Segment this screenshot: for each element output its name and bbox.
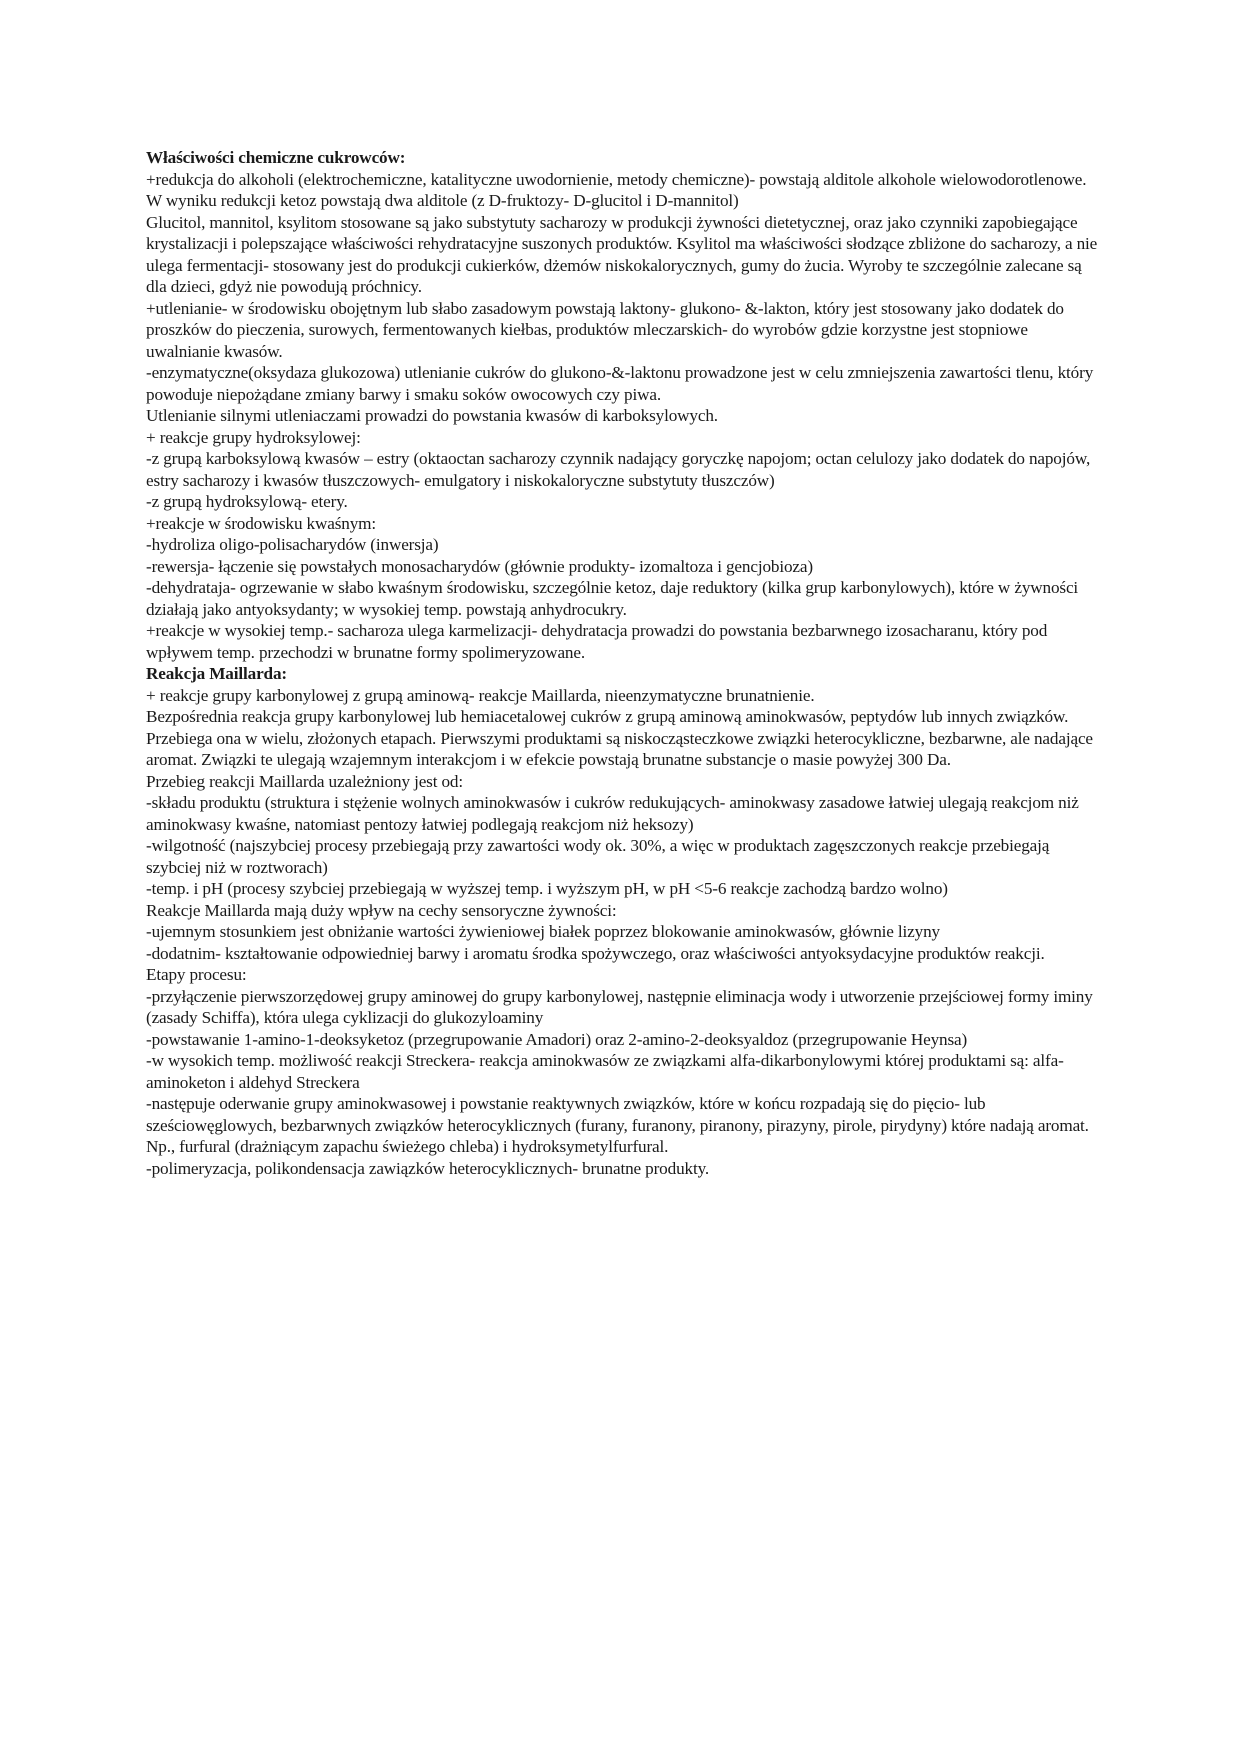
paragraph-hydroxyl-reactions: + reakcje grupy hydroksylowej: bbox=[146, 427, 361, 447]
paragraph-reversion: -rewersja- łączenie się powstałych monosacharydów (głównie produkty- izomaltoza i gencjobioza) bbox=[146, 556, 813, 576]
paragraph-acidic-reactions: +reakcje w środowisku kwaśnym: bbox=[146, 513, 377, 533]
paragraph-negative-effect: -ujemnym stosunkiem jest obniżanie wartości żywieniowej białek poprzez blokowanie aminokwasów, głównie lizyny bbox=[146, 922, 940, 941]
paragraph-strong-oxidation: Utlenianie silnymi utleniaczami prowadzi do powstania kwasów di karboksylowych. bbox=[146, 406, 718, 425]
paragraph-ethers: -z grupą hydroksylową- etery. bbox=[146, 492, 348, 511]
paragraph-stage-schiff: -przyłączenie pierwszorzędowej grupy aminowej do grupy karbonylowej, następnie eliminacja wody i utworzenie przejściowej formy iminy (zasady Schiffa), która ulega cyklizacji do glukozyloaminy bbox=[146, 986, 1093, 1027]
document-page bbox=[146, 147, 1101, 1179]
paragraph-hydrolysis: -hydroliza oligo-polisacharydów (inwersja) bbox=[146, 535, 439, 554]
paragraph-high-temp: +reakcje w wysokiej temp.- sacharoza ulega karmelizacji- dehydratacja prowadzi do powstania bezbarwnego izosacharanu, który pod wpływem temp. przechodzi w brunatne formy spolimeryzowane. bbox=[146, 621, 1048, 662]
paragraph-ketose-reduction: W wyniku redukcji ketoz powstają dwa alditole (z D-fruktozy- D-glucitol i D-mannitol) bbox=[146, 191, 739, 210]
paragraph-sensory-intro: Reakcje Maillarda mają duży wpływ na cechy sensoryczne żywności: bbox=[146, 900, 617, 920]
paragraph-oxidation: +utlenianie- w środowisku obojętnym lub słabo zasadowym powstają laktony- glukono- &-lakton, który jest stosowany jako dodatek do proszków do pieczenia, surowych, fermentowanych kiełbas, produktów mleczarskich- do wyrobów gdzie korzystne jest stopniowe uwalnianie kwasów. bbox=[146, 298, 1064, 361]
paragraph-esters: -z grupą karboksylową kwasów – estry (oktaoctan sacharozy czynnik nadający goryczkę napojom; octan celulozy jako dodatek do napojów, estry sacharozy i kwasów tłuszczowych- emulgatory i niskokaloryczne substytuty tłuszczów) bbox=[146, 449, 1091, 490]
paragraph-factor-moisture: -wilgotność (najszybciej procesy przebiegają przy zawartości wody ok. 30%, a więc w produktach zagęszczonych reakcje przebiegają szybciej niż w roztworach) bbox=[146, 836, 1050, 877]
paragraph-reduction: +redukcja do alkoholi (elektrochemiczne, katalityczne uwodornienie, metody chemiczne)- powstają alditole alkohole wielowodorotlenowe. bbox=[146, 169, 1087, 189]
paragraph-stage-strecker: -w wysokich temp. możliwość reakcji Streckera- reakcja aminokwasów ze związkami alfa-dikarbonylowymi której produktami są: alfa-aminoketon i aldehyd Streckera bbox=[146, 1051, 1064, 1092]
paragraph-stage-amadori: -powstawanie 1-amino-1-deoksyketoz (przegrupowanie Amadori) oraz 2-amino-2-deoksyaldoz (przegrupowanie Heynsa) bbox=[146, 1029, 968, 1049]
paragraph-stage-degradation: -następuje oderwanie grupy aminokwasowej i powstanie reaktywnych związków, które w końcu rozpadają się do pięcio- lub sześciowęglowych, bezbarwnych związków heterocyklicznych (furany, furanony, piranony, pirazyny, pirole, pirydyny) które nadają aromat. Np., furfural (drażniącym zapachu świeżego chleba) i hydroksymetylfurfural. bbox=[146, 1094, 1089, 1156]
paragraph-factor-composition: -składu produktu (struktura i stężenie wolnych aminokwasów i cukrów redukujących- aminokwasy zasadowe łatwiej ulegają reakcjom niż aminokwasy kwaśne, natomiast pentozy łatwiej podlegają reakcjom niż heksozy) bbox=[146, 793, 1079, 834]
paragraph-maillard-description: Bezpośrednia reakcja grupy karbonylowej lub hemiacetalowej cukrów z grupą aminową aminokwasów, peptydów lub innych związków. Przebiega ona w wielu, złożonych etapach. Pierwszymi produktami są niskocząsteczkowe związki heterocykliczne, bezbarwne, ale nadające aromat. Związki te ulegają wzajemnym interakcjom i w efekcie powstają brunatne substancje o masie powyżej 300 Da. bbox=[146, 707, 1093, 769]
paragraph-carbonyl-amino: + reakcje grupy karbonylowej z grupą aminową- reakcje Maillarda, nieenzymatyczne brunatnienie. bbox=[146, 685, 815, 705]
section-heading-chemical-properties: Właściwości chemiczne cukrowców: bbox=[146, 148, 406, 167]
paragraph-stage-polymerization: -polimeryzacja, polikondensacja zawiązków heterocyklicznych- brunatne produkty. bbox=[146, 1158, 710, 1178]
paragraph-stages-intro: Etapy procesu: bbox=[146, 965, 247, 984]
section-heading-maillard: Reakcja Maillarda: bbox=[146, 664, 287, 683]
paragraph-dehydration: -dehydrataja- ogrzewanie w słabo kwaśnym środowisku, szczególnie ketoz, daje reduktory (kilka grup karbonylowych), które w żywności działają jako antyoksydanty; w wysokiej temp. powstają anhydrocukry. bbox=[146, 578, 1079, 619]
paragraph-polyols-use: Glucitol, mannitol, ksylitom stosowane są jako substytuty sacharozy w produkcji żywności dietetycznej, oraz jako czynniki zapobiegające krystalizacji i polepszające właściwości rehydratacyjne suszonych produktów. Ksylitol ma właściwości słodzące zbliżone do sacharozy, a nie ulega fermentacji- stosowany jest do produkcji cukierków, dżemów niskokalorycznych, gumy do żucia. Wyroby te szczególnie zalecane są dla dzieci, gdyż nie powodują próchnicy. bbox=[146, 212, 1098, 296]
paragraph-enzymatic-oxidation: -enzymatyczne(oksydaza glukozowa) utlenianie cukrów do glukono-&-laktonu prowadzone jest w celu zmniejszenia zawartości tlenu, który powoduje niepożądane zmiany barwy i smaku soków owocowych czy piwa. bbox=[146, 363, 1094, 404]
paragraph-maillard-factors-intro: Przebieg reakcji Maillarda uzależniony jest od: bbox=[146, 771, 463, 791]
paragraph-positive-effect: -dodatnim- kształtowanie odpowiedniej barwy i aromatu środka spożywczego, oraz właściwości antyoksydacyjne produktów reakcji. bbox=[146, 943, 1045, 963]
paragraph-factor-temp-ph: -temp. i pH (procesy szybciej przebiegają w wyższej temp. i wyższym pH, w pH <5-6 reakcje zachodzą bardzo wolno) bbox=[146, 879, 948, 898]
